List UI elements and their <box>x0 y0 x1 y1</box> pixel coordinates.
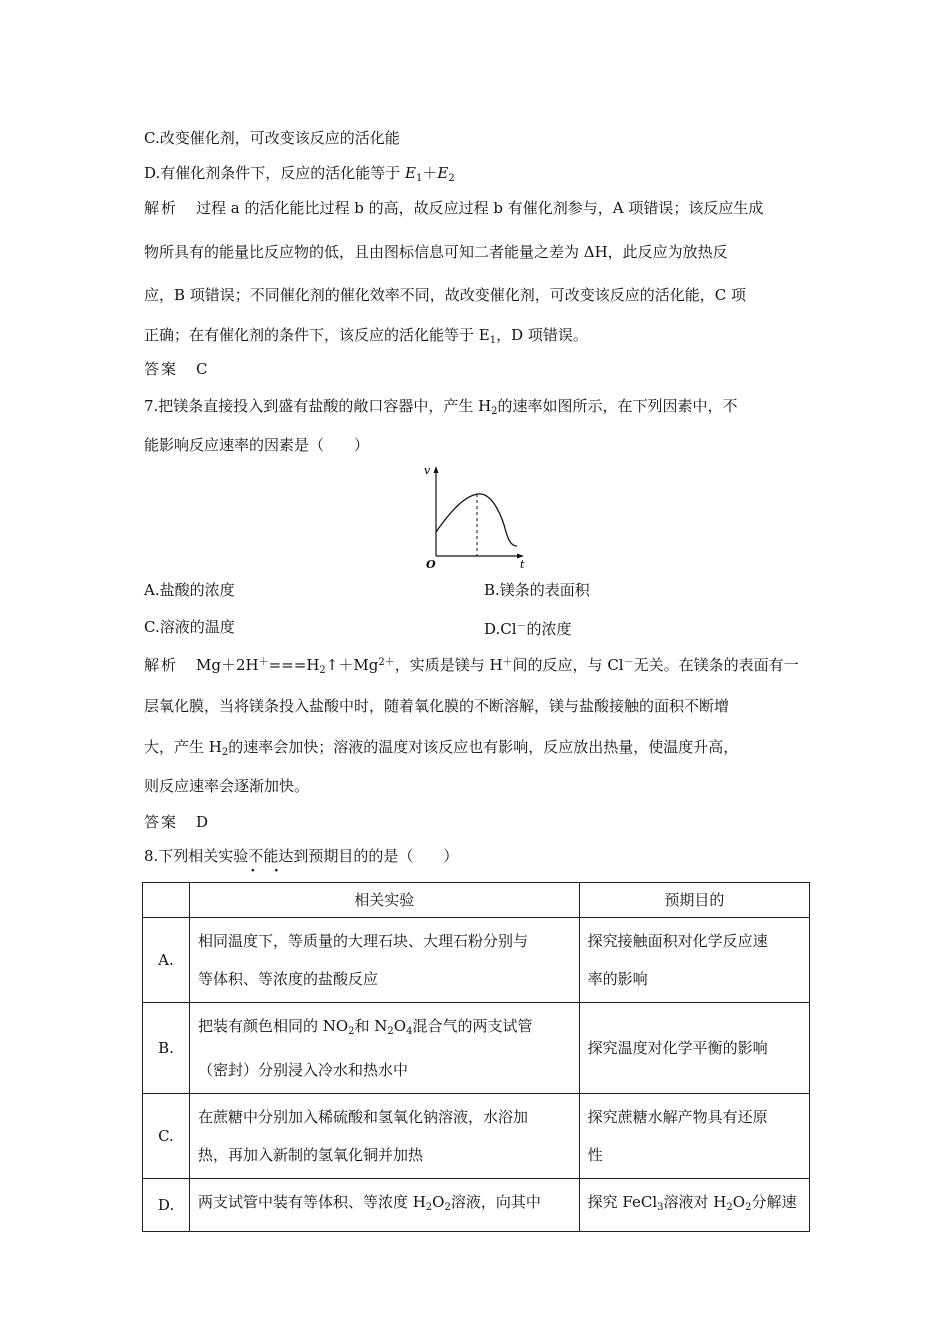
table-row <box>143 1179 810 1232</box>
row-label: D. <box>143 1179 190 1232</box>
experiment-cell: 在蔗糖中分别加入稀硫酸和氢氧化钠溶液，水浴加 热，再加入新制的氢氧化铜并加热 <box>189 1094 579 1179</box>
y-axis-label: v <box>424 466 431 477</box>
x-axis-label: t <box>520 558 525 570</box>
row-label: C. <box>143 1094 190 1179</box>
table-row <box>143 1003 810 1094</box>
q6-analysis-line2: 物所具有的能量比反应物的低，且由图标信息可知二者能量之差为 ΔH，此反应为放热反 <box>144 243 728 261</box>
goal-cell: 探究温度对化学平衡的影响 <box>579 1003 809 1094</box>
answer-value: D <box>196 813 209 831</box>
q6-analysis-line4: 正确；在有催化剂的条件下，该反应的活化能等于 $E_1$，D 项错误。 <box>144 326 588 346</box>
q7-stem-line1: 7.把镁条直接投入到盛有盐酸的敞口容器中，产生 $H_2$的速率如图所示，在下列因素中，不 <box>144 397 738 417</box>
experiment-cell: 相同温度下，等质量的大理石块、大理石粉分别与 等体积、等浓度的盐酸反应 <box>189 918 579 1003</box>
q6-answer <box>144 359 208 379</box>
analysis-label: 解析 <box>144 199 179 217</box>
analysis-label: 解析 <box>144 656 179 674</box>
q6-option-d: D.有催化剂条件下，反应的活化能等于 $E_1+E_2$ <box>144 164 455 184</box>
answer-label: 答案 <box>144 813 179 831</box>
q7-option-a: A.盐酸的浓度 <box>144 581 235 599</box>
q6-option-c: C.改变催化剂，可改变该反应的活化能 <box>144 129 400 147</box>
experiment-table <box>142 882 810 1232</box>
q6-analysis-line1: 解析 过程 a 的活化能比过程 b 的高，故反应过程 b 有催化剂参与，A 项错误；该反应生成 <box>144 199 764 217</box>
q7-analysis-line4: 则反应速率会逐渐加快。 <box>144 777 310 795</box>
answer-value: C <box>196 360 208 378</box>
q7-analysis-line1: 解析 $Mg+2H^+===H_2↑+Mg^{2+}$，实质是镁与 H＋间的反应，与 Cl－无关。在镁条的表面有一 <box>144 656 799 676</box>
header-experiment: 相关实验 <box>189 883 579 918</box>
emphasis-text: 不能 · · <box>248 847 278 865</box>
rate-time-graph <box>420 466 540 570</box>
row-label: A. <box>143 918 190 1003</box>
y-axis-arrow <box>434 466 439 473</box>
table-row <box>143 1094 810 1179</box>
q7-option-c: C.溶液的温度 <box>144 618 235 636</box>
goal-cell: 探究 FeCl$_3$溶液对 $H_2O_2$分解速 <box>579 1179 809 1232</box>
row-label: B. <box>143 1003 190 1094</box>
header-empty-cell <box>143 883 190 918</box>
q7-answer <box>144 812 208 832</box>
q6-analysis-line3: 应，B 项错误；不同催化剂的催化效率不同，故改变催化剂，可改变该反应的活化能，C 项 <box>144 286 747 304</box>
answer-label: 答案 <box>144 360 179 378</box>
q7-stem-line2: 能影响反应速率的因素是（ ） <box>144 436 370 454</box>
table-row <box>143 918 810 1003</box>
origin-label: O <box>426 558 436 570</box>
q7-option-d: D.Cl－的浓度 <box>484 620 572 638</box>
q7-analysis-line2: 层氧化膜，当将镁条投入盐酸中时，随着氧化膜的不断溶解，镁与盐酸接触的面积不断增 <box>144 697 730 715</box>
experiment-cell: 把装有颜色相同的 $NO_2$和 $N_2O_4$混合气的两支试管 （密封）分别浸入冷水和热水中 <box>189 1003 579 1094</box>
q8-stem: 8.下列相关实验不能 · ·达到预期目的的是（ ） <box>144 846 458 866</box>
goal-cell: 探究蔗糖水解产物具有还原 性 <box>579 1094 809 1179</box>
q7-analysis-line3: 大，产生 $H_2$的速率会加快；溶液的温度对该反应也有影响，反应放出热量，使温度升高， <box>144 738 739 758</box>
goal-cell: 探究接触面积对化学反应速 率的影响 <box>579 918 809 1003</box>
table-header-row <box>143 883 810 918</box>
q7-option-b: B.镁条的表面积 <box>484 581 590 599</box>
experiment-cell: 两支试管中装有等体积、等浓度 $H_2O_2$溶液，向其中 <box>189 1179 579 1232</box>
header-goal: 预期目的 <box>579 883 809 918</box>
